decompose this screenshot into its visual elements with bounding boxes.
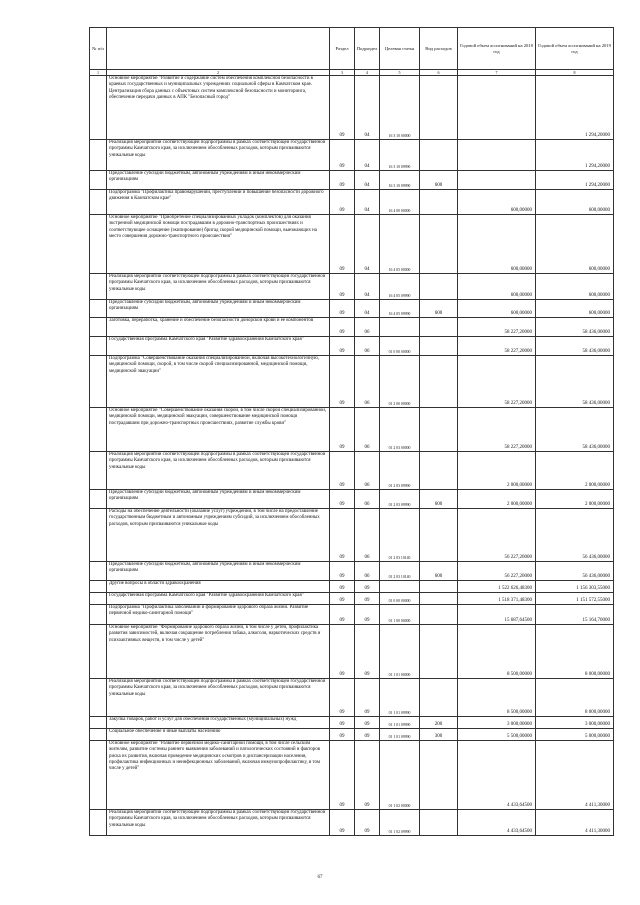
row-podrazdel: 09: [355, 729, 380, 741]
row-amount-2019: 1 294,20000: [536, 171, 614, 190]
row-amount-2018: 600,00000: [458, 190, 536, 215]
row-razdel: 09: [330, 408, 355, 452]
row-razdel: 09: [330, 274, 355, 300]
row-amount-2018: 600,00000: [458, 300, 536, 318]
row-razdel: 09: [330, 490, 355, 509]
row-razdel: 09: [330, 581, 355, 593]
row-amount-2018: 8 500,00000: [458, 625, 536, 679]
row-expense-type: [420, 190, 458, 215]
row-target-article: 01 2 03 10140: [380, 562, 420, 581]
row-razdel: 09: [330, 215, 355, 274]
row-amount-2018: 56 227,20000: [458, 509, 536, 562]
row-razdel: 09: [330, 509, 355, 562]
row-name: Реализация мероприятий соответствующей подпрограммы в рамках соответствующей государственной программы Камчатского края, за исключением обособленных расходов, которым присваиваются уникальные коды: [107, 810, 330, 836]
row-amount-2019: 600,00000: [536, 300, 614, 318]
table-body: [90, 76, 614, 836]
table-row: [90, 605, 614, 625]
row-target-article: 01 1 01 09990: [380, 679, 420, 717]
row-number: [90, 140, 107, 171]
row-amount-2018: 8 500,00000: [458, 679, 536, 717]
row-amount-2018: 2 000,00000: [458, 490, 536, 509]
row-podrazdel: 09: [355, 625, 380, 679]
row-amount-2018: 58 227,20000: [458, 337, 536, 356]
row-expense-type: [420, 605, 458, 625]
row-amount-2019: 58 436,00000: [536, 356, 614, 408]
row-expense-type: [420, 593, 458, 605]
row-name: Реализация мероприятий соответствующей подпрограммы в рамках соответствующей государственной программы Камчатского края, за исключением обособленных расходов, которым присваиваются уникальные коды: [107, 274, 330, 300]
header-2018: Годовой объем ассигнований на 2018 год: [458, 28, 536, 70]
header-name: [107, 28, 330, 70]
row-expense-type: [420, 215, 458, 274]
table-row: [90, 593, 614, 605]
row-name: Закупка товаров, работ и услуг для обеспечения государственных (муниципальных) нужд: [107, 717, 330, 729]
row-target-article: 01 2 03 09990: [380, 452, 420, 490]
row-amount-2019: 1 294,20000: [536, 76, 614, 140]
row-razdel: 09: [330, 337, 355, 356]
row-razdel: 09: [330, 452, 355, 490]
row-target-article: 16 4 00 00000: [380, 190, 420, 215]
row-number: [90, 717, 107, 729]
row-amount-2018: 600,00000: [458, 215, 536, 274]
row-target-article: 16 3 10 00000: [380, 76, 420, 140]
table-row: [90, 215, 614, 274]
row-number: [90, 490, 107, 509]
row-name: Предоставление субсидий бюджетным, автономным учреждениям и иным некоммерческим организациям: [107, 171, 330, 190]
header-expense-type: Вид расходов: [420, 28, 458, 70]
row-amount-2019: 600,00000: [536, 215, 614, 274]
row-podrazdel: 04: [355, 190, 380, 215]
row-amount-2019: 1 151 572,55000: [536, 593, 614, 605]
header-2019: Годовой объем ассигнований на 2019 год: [536, 28, 614, 70]
row-amount-2018: 58 227,20000: [458, 356, 536, 408]
row-name: Предоставление субсидий бюджетным, автономным учреждениям и иным некоммерческим организациям: [107, 562, 330, 581]
row-number: [90, 509, 107, 562]
row-podrazdel: 04: [355, 140, 380, 171]
row-amount-2018: 5 500,00000: [458, 729, 536, 741]
row-name: Другие вопросы в области здравоохранения: [107, 581, 330, 593]
row-target-article: 01 1 00 00000: [380, 605, 420, 625]
table-row: [90, 810, 614, 836]
table-row: [90, 337, 614, 356]
table-row: [90, 562, 614, 581]
table-row: [90, 190, 614, 215]
row-name: Предоставление субсидий бюджетным, автономным учреждениям и иным некоммерческим организациям: [107, 490, 330, 509]
row-expense-type: 600: [420, 300, 458, 318]
row-amount-2019: 15 164,70000: [536, 605, 614, 625]
row-name: Основное мероприятие "Приобретение специализированных укладок (комплектов) для оказания экстренной медицинской помощи пострадавшим в дорожно-транспортных происшествиях и соответствующее оснащение (экипирование) бригад скорой медицинской помощи, выезжающих на место совершения дорожно-транспортного происшествия": [107, 215, 330, 274]
row-amount-2019: 8 000,00000: [536, 625, 614, 679]
row-podrazdel: 09: [355, 593, 380, 605]
row-amount-2019: 4 411,30000: [536, 810, 614, 836]
row-razdel: 09: [330, 356, 355, 408]
row-expense-type: [420, 337, 458, 356]
row-podrazdel: 04: [355, 171, 380, 190]
header-row: [90, 28, 614, 70]
row-podrazdel: 04: [355, 215, 380, 274]
row-amount-2019: 8 000,00000: [536, 679, 614, 717]
row-number: [90, 810, 107, 836]
row-expense-type: 600: [420, 490, 458, 509]
row-name: Основное мероприятие "Развитие и содержание систем обеспечения комплексной безопасности в краевых государственных и муниципальных учреждениях социальной сферы в Камчатском крае. Централизация сбора данных с объектовых систем комплексной безопасности и мониторинга, обеспечение передачи данных в АПК "Безопасный город": [107, 76, 330, 140]
header-podrazdel: Подраздел: [355, 28, 380, 70]
row-podrazdel: 09: [355, 679, 380, 717]
row-podrazdel: 09: [355, 717, 380, 729]
row-name: Подпрограмма "Совершенствование оказания специализированной, включая высокотехнологичную, медицинской помощи, скорой, в том числе скорой специализированной, медицинской помощи, медицинской эвакуации": [107, 356, 330, 408]
row-number: [90, 171, 107, 190]
header-target-article: Целевая статья: [380, 28, 420, 70]
table-row: [90, 509, 614, 562]
row-amount-2018: 4 433,64500: [458, 741, 536, 810]
row-podrazdel: 06: [355, 337, 380, 356]
row-amount-2019: 1 294,20000: [536, 140, 614, 171]
table-row: [90, 171, 614, 190]
row-amount-2018: [458, 171, 536, 190]
row-amount-2018: 15 687,64500: [458, 605, 536, 625]
row-razdel: 09: [330, 717, 355, 729]
table-row: [90, 140, 614, 171]
row-target-article: 16 4 05 09990: [380, 300, 420, 318]
row-target-article: 01 2 03 09990: [380, 490, 420, 509]
row-expense-type: 300: [420, 729, 458, 741]
table-row: [90, 729, 614, 741]
column-number: 6: [420, 70, 458, 76]
row-number: [90, 190, 107, 215]
row-target-article: 16 3 10 09990: [380, 171, 420, 190]
row-expense-type: [420, 625, 458, 679]
row-number: [90, 581, 107, 593]
row-name: Реализация мероприятий соответствующей подпрограммы в рамках соответствующей государственной программы Камчатского края, за исключением обособленных расходов, которым присваиваются уникальные коды: [107, 679, 330, 717]
row-number: [90, 625, 107, 679]
row-target-article: 16 3 10 09990: [380, 140, 420, 171]
row-amount-2019: 5 000,00000: [536, 729, 614, 741]
row-number: [90, 679, 107, 717]
row-name: Заготовка, переработка, хранение и обеспечение безопасности донорской крови и ее компонентов: [107, 318, 330, 337]
row-number: [90, 356, 107, 408]
row-name: Основное мероприятие "Развитие первичной медико-санитарной помощи, в том числе сельским жителям, развитие системы раннего выявления заболеваний и патологических состояний и факторов риска их развития, включая проведение медицинских осмотров и диспансеризации населения, профилактика инфекционных и неинфекционных заболеваний, включая иммунопрофилактику, в том числе у детей": [107, 741, 330, 810]
row-expense-type: 600: [420, 171, 458, 190]
row-amount-2018: 3 000,00000: [458, 717, 536, 729]
row-amount-2019: 3 000,00000: [536, 717, 614, 729]
table-row: [90, 76, 614, 140]
row-podrazdel: 06: [355, 562, 380, 581]
row-amount-2019: 2 000,00000: [536, 490, 614, 509]
row-amount-2019: 2 000,00000: [536, 452, 614, 490]
row-razdel: 09: [330, 140, 355, 171]
row-expense-type: 200: [420, 717, 458, 729]
row-expense-type: 600: [420, 562, 458, 581]
row-target-article: 01 1 01 00000: [380, 625, 420, 679]
row-number: [90, 215, 107, 274]
row-razdel: 09: [330, 76, 355, 140]
row-target-article: 01 2 03 00000: [380, 408, 420, 452]
table-row: [90, 318, 614, 337]
row-expense-type: [420, 810, 458, 836]
row-expense-type: [420, 581, 458, 593]
table-row: [90, 408, 614, 452]
row-amount-2018: 1 522 626,48300: [458, 581, 536, 593]
table-row: [90, 741, 614, 810]
row-razdel: 09: [330, 810, 355, 836]
row-amount-2019: 4 411,30000: [536, 741, 614, 810]
column-number: 2: [107, 70, 330, 76]
row-number: [90, 274, 107, 300]
row-expense-type: [420, 679, 458, 717]
row-amount-2019: 58 436,00000: [536, 318, 614, 337]
row-razdel: 09: [330, 562, 355, 581]
row-razdel: 09: [330, 318, 355, 337]
table-row: [90, 625, 614, 679]
column-number: 5: [380, 70, 420, 76]
page-number: 67: [317, 875, 323, 880]
table-row: [90, 679, 614, 717]
row-podrazdel: 06: [355, 408, 380, 452]
row-amount-2018: 1 518 371,48300: [458, 593, 536, 605]
row-razdel: 09: [330, 605, 355, 625]
row-amount-2019: 600,00000: [536, 190, 614, 215]
row-name: Расходы на обеспечение деятельности (оказание услуг) учреждений, в том числе на предоставление государственным бюджетным и автономным учреждениям субсидий, за исключением обособленных расходов, которым присваиваются уникальные коды: [107, 509, 330, 562]
row-target-article: 01 1 02 09990: [380, 810, 420, 836]
row-name: Реализация мероприятий соответствующей подпрограммы в рамках соответствующей государственной программы Камчатского края, за исключением обособленных расходов, которым присваиваются уникальные коды: [107, 452, 330, 490]
row-target-article: 01 1 01 09990: [380, 729, 420, 741]
row-target-article: 01 1 01 09990: [380, 717, 420, 729]
row-amount-2019: 600,00000: [536, 274, 614, 300]
row-name: Подпрограмма "Профилактика заболеваний и формирование здорового образа жизни. Развитие первичной медико-санитарной помощи": [107, 605, 330, 625]
row-podrazdel: 09: [355, 581, 380, 593]
row-target-article: 01 0 00 00000: [380, 337, 420, 356]
row-amount-2019: 1 156 303,55000: [536, 581, 614, 593]
row-name: Основное мероприятие "Совершенствование оказания скорой, в том числе скорой специализированной, медицинской помощи, медицинской эвакуации, совершенствование медицинской помощи пострадавшим при дорожно-транспортных происшествиях, развитие службы крови": [107, 408, 330, 452]
row-amount-2018: [458, 140, 536, 171]
row-number: [90, 605, 107, 625]
row-amount-2019: 58 436,00000: [536, 408, 614, 452]
row-amount-2018: 600,00000: [458, 274, 536, 300]
row-expense-type: [420, 452, 458, 490]
column-number: 8: [536, 70, 614, 76]
row-number: [90, 452, 107, 490]
row-target-article: [380, 581, 420, 593]
budget-table: [89, 27, 614, 836]
row-number: [90, 408, 107, 452]
column-number: 1: [90, 70, 107, 76]
row-expense-type: [420, 140, 458, 171]
row-amount-2018: 2 000,00000: [458, 452, 536, 490]
row-amount-2018: 58 227,20000: [458, 408, 536, 452]
row-target-article: [380, 318, 420, 337]
row-podrazdel: 06: [355, 490, 380, 509]
header-num: № п/п: [90, 28, 107, 70]
row-podrazdel: 06: [355, 318, 380, 337]
row-expense-type: [420, 408, 458, 452]
row-amount-2018: 58 227,20000: [458, 318, 536, 337]
row-target-article: 01 2 03 10140: [380, 509, 420, 562]
row-number: [90, 300, 107, 318]
row-target-article: 01 1 02 00000: [380, 741, 420, 810]
row-name: Государственная программа Камчатского края "Развитие здравоохранения Камчатского края": [107, 593, 330, 605]
row-podrazdel: 06: [355, 452, 380, 490]
row-expense-type: [420, 318, 458, 337]
row-podrazdel: 09: [355, 741, 380, 810]
column-number: 7: [458, 70, 536, 76]
row-expense-type: [420, 274, 458, 300]
row-name: Государственная программа Камчатского края "Развитие здравоохранения Камчатского края": [107, 337, 330, 356]
table-row: [90, 452, 614, 490]
row-expense-type: [420, 741, 458, 810]
row-razdel: 09: [330, 171, 355, 190]
row-amount-2018: 56 227,20000: [458, 562, 536, 581]
row-amount-2018: [458, 76, 536, 140]
row-amount-2018: 4 433,64500: [458, 810, 536, 836]
row-podrazdel: 09: [355, 605, 380, 625]
row-amount-2019: 56 436,00000: [536, 509, 614, 562]
table-row: [90, 581, 614, 593]
row-target-article: 16 4 05 09990: [380, 274, 420, 300]
header-razdel: Раздел: [330, 28, 355, 70]
row-name: Социальное обеспечение и иные выплаты населению: [107, 729, 330, 741]
table-row: [90, 490, 614, 509]
row-name: Реализация мероприятий соответствующей подпрограммы в рамках соответствующей государственной программы Камчатского края, за исключением обособленных расходов, которым присваиваются уникальные коды: [107, 140, 330, 171]
row-expense-type: [420, 509, 458, 562]
row-number: [90, 318, 107, 337]
table-row: [90, 274, 614, 300]
table-row: [90, 300, 614, 318]
row-name: Подпрограмма "Профилактика правонарушений, преступлений и повышение безопасности дорожного движения в Камчатском крае": [107, 190, 330, 215]
row-number: [90, 562, 107, 581]
row-target-article: 01 2 00 00000: [380, 356, 420, 408]
row-name: Основное мероприятие "Формирование здорового образа жизни, в том числе у детей, профилактика развития зависимостей, включая сокращение потребления табака, алкоголя, наркотических средств и психоактивных веществ, в том числе у детей": [107, 625, 330, 679]
row-target-article: 16 4 05 00000: [380, 215, 420, 274]
row-razdel: 09: [330, 300, 355, 318]
table-row: [90, 717, 614, 729]
row-expense-type: [420, 356, 458, 408]
row-amount-2019: 56 436,00000: [536, 562, 614, 581]
row-name: Предоставление субсидий бюджетным, автономным учреждениям и иным некоммерческим организациям: [107, 300, 330, 318]
row-podrazdel: 06: [355, 509, 380, 562]
row-podrazdel: 09: [355, 810, 380, 836]
row-razdel: 09: [330, 679, 355, 717]
row-expense-type: [420, 76, 458, 140]
row-podrazdel: 06: [355, 356, 380, 408]
row-podrazdel: 04: [355, 76, 380, 140]
row-razdel: 09: [330, 190, 355, 215]
row-number: [90, 741, 107, 810]
row-podrazdel: 04: [355, 300, 380, 318]
row-number: [90, 593, 107, 605]
column-number: 3: [330, 70, 355, 76]
row-razdel: 09: [330, 741, 355, 810]
row-number: [90, 729, 107, 741]
column-number: 4: [355, 70, 380, 76]
row-number: [90, 337, 107, 356]
row-amount-2019: 58 436,00000: [536, 337, 614, 356]
row-target-article: 01 0 00 00000: [380, 593, 420, 605]
table-row: [90, 356, 614, 408]
row-razdel: 09: [330, 729, 355, 741]
row-podrazdel: 04: [355, 274, 380, 300]
row-razdel: 09: [330, 625, 355, 679]
row-number: [90, 76, 107, 140]
row-razdel: 09: [330, 593, 355, 605]
